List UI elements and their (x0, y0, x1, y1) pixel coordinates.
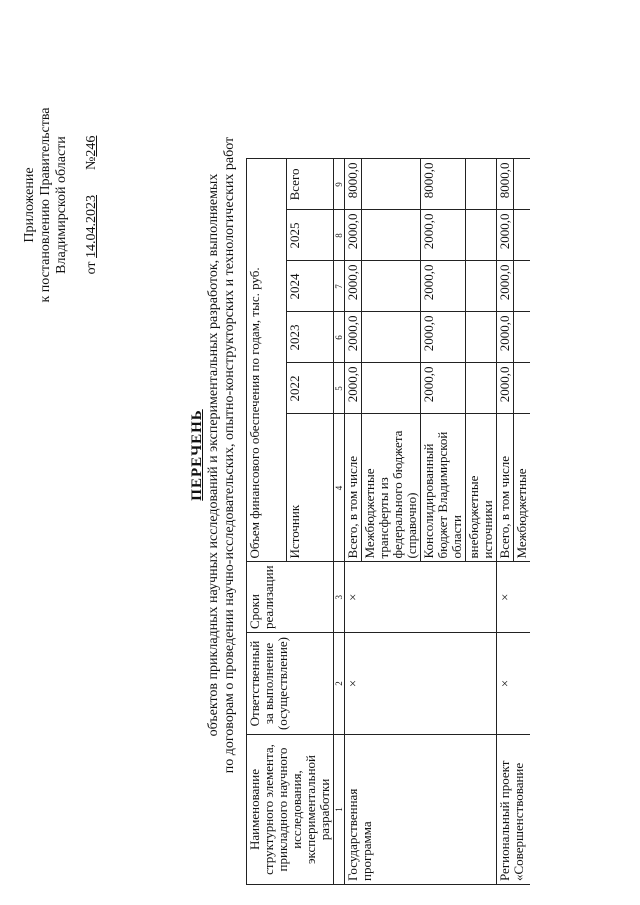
value-cell (362, 210, 421, 261)
table-row (497, 159, 514, 885)
source-label: Консолидированный бюджет Владимирской области (421, 414, 466, 562)
source-label: Всего, в том числе (497, 414, 514, 562)
source-label: Межбюджетные трансферты из федерального бюджета (справочно) (362, 414, 421, 562)
header-financing: Объем финансового обеспечения по годам, тыс. руб. (247, 159, 287, 562)
value-cell: 8000,0 (345, 159, 362, 210)
header-year-2022: 2022 (287, 363, 334, 414)
col-number: 1 (334, 735, 345, 885)
col-number: 2 (334, 633, 345, 735)
header-year-2025: 2025 (287, 210, 334, 261)
value-cell: 2000,0 (497, 210, 514, 261)
value-cell (466, 363, 497, 414)
header-source: Источник (287, 414, 334, 562)
header-name: Наименование структурного элемента, прикладного научного исследования, экспериментальной разработки (247, 735, 334, 885)
value-cell: 2000,0 (497, 363, 514, 414)
value-cell: 8000,0 (421, 159, 466, 210)
value-cell: 2000,0 (497, 261, 514, 312)
source-label: Всего, в том числе (345, 414, 362, 562)
row-terms: × (345, 562, 497, 633)
value-cell (514, 312, 531, 363)
header-row-1 (247, 159, 287, 885)
value-cell: 2000,0 (345, 312, 362, 363)
header-responsible: Ответственный за выполнение (осуществление) (247, 633, 334, 735)
value-cell (362, 312, 421, 363)
row-responsible: × (345, 633, 497, 735)
header-total: Всего (287, 159, 334, 210)
header-terms: Сроки реализации (247, 562, 334, 633)
row-name: Региональный проект «Совершенствование (497, 735, 531, 885)
value-cell (514, 159, 531, 210)
row-name: Государственная программа (345, 735, 497, 885)
date-prefix: от (84, 261, 99, 275)
value-cell (514, 363, 531, 414)
value-cell (514, 210, 531, 261)
value-cell (362, 363, 421, 414)
value-cell (466, 261, 497, 312)
appendix-date-line (84, 85, 100, 325)
table-row (345, 159, 362, 885)
rotated-page (8, 15, 608, 895)
header-year-2024: 2024 (287, 261, 334, 312)
appendix-block (22, 85, 100, 325)
col-number: 7 (334, 261, 345, 312)
number-prefix: № (84, 156, 99, 170)
col-number: 3 (334, 562, 345, 633)
value-cell (362, 261, 421, 312)
document-subtitle-2: по договорам о проведении научно-исследовательских, опытно-конструкторских и технологических работ (222, 136, 237, 774)
column-number-row (334, 159, 345, 885)
col-number: 8 (334, 210, 345, 261)
value-cell: 2000,0 (421, 210, 466, 261)
value-cell (514, 261, 531, 312)
document-title: ПЕРЕЧЕНЬ (189, 409, 205, 501)
col-number: 6 (334, 312, 345, 363)
col-number: 9 (334, 159, 345, 210)
value-cell (362, 159, 421, 210)
value-cell: 2000,0 (345, 261, 362, 312)
value-cell: 2000,0 (345, 363, 362, 414)
value-cell: 2000,0 (345, 210, 362, 261)
col-number: 4 (334, 414, 345, 562)
appendix-line3: Владимирской области (54, 136, 69, 274)
financing-table (246, 158, 530, 885)
appendix-line1: Приложение (22, 167, 37, 243)
value-cell (466, 210, 497, 261)
value-cell: 2000,0 (421, 363, 466, 414)
decree-date: 14.04.2023 (84, 194, 99, 258)
value-cell: 2000,0 (497, 312, 514, 363)
row-terms: × (497, 562, 531, 633)
source-label: внебюджетные источники (466, 414, 497, 562)
value-cell (466, 312, 497, 363)
value-cell: 2000,0 (421, 261, 466, 312)
appendix-line2: к постановлению Правительства (38, 107, 53, 303)
document-subtitle-1: объектов прикладных научных исследований и экспериментальных разработок, выполняемых (206, 173, 221, 737)
value-cell: 2000,0 (421, 312, 466, 363)
decree-number: 246 (84, 135, 99, 157)
value-cell (466, 159, 497, 210)
col-number: 5 (334, 363, 345, 414)
source-label: Межбюджетные (514, 414, 531, 562)
header-year-2023: 2023 (287, 312, 334, 363)
value-cell: 8000,0 (497, 159, 514, 210)
row-responsible: × (497, 633, 531, 735)
title-block (188, 15, 238, 895)
